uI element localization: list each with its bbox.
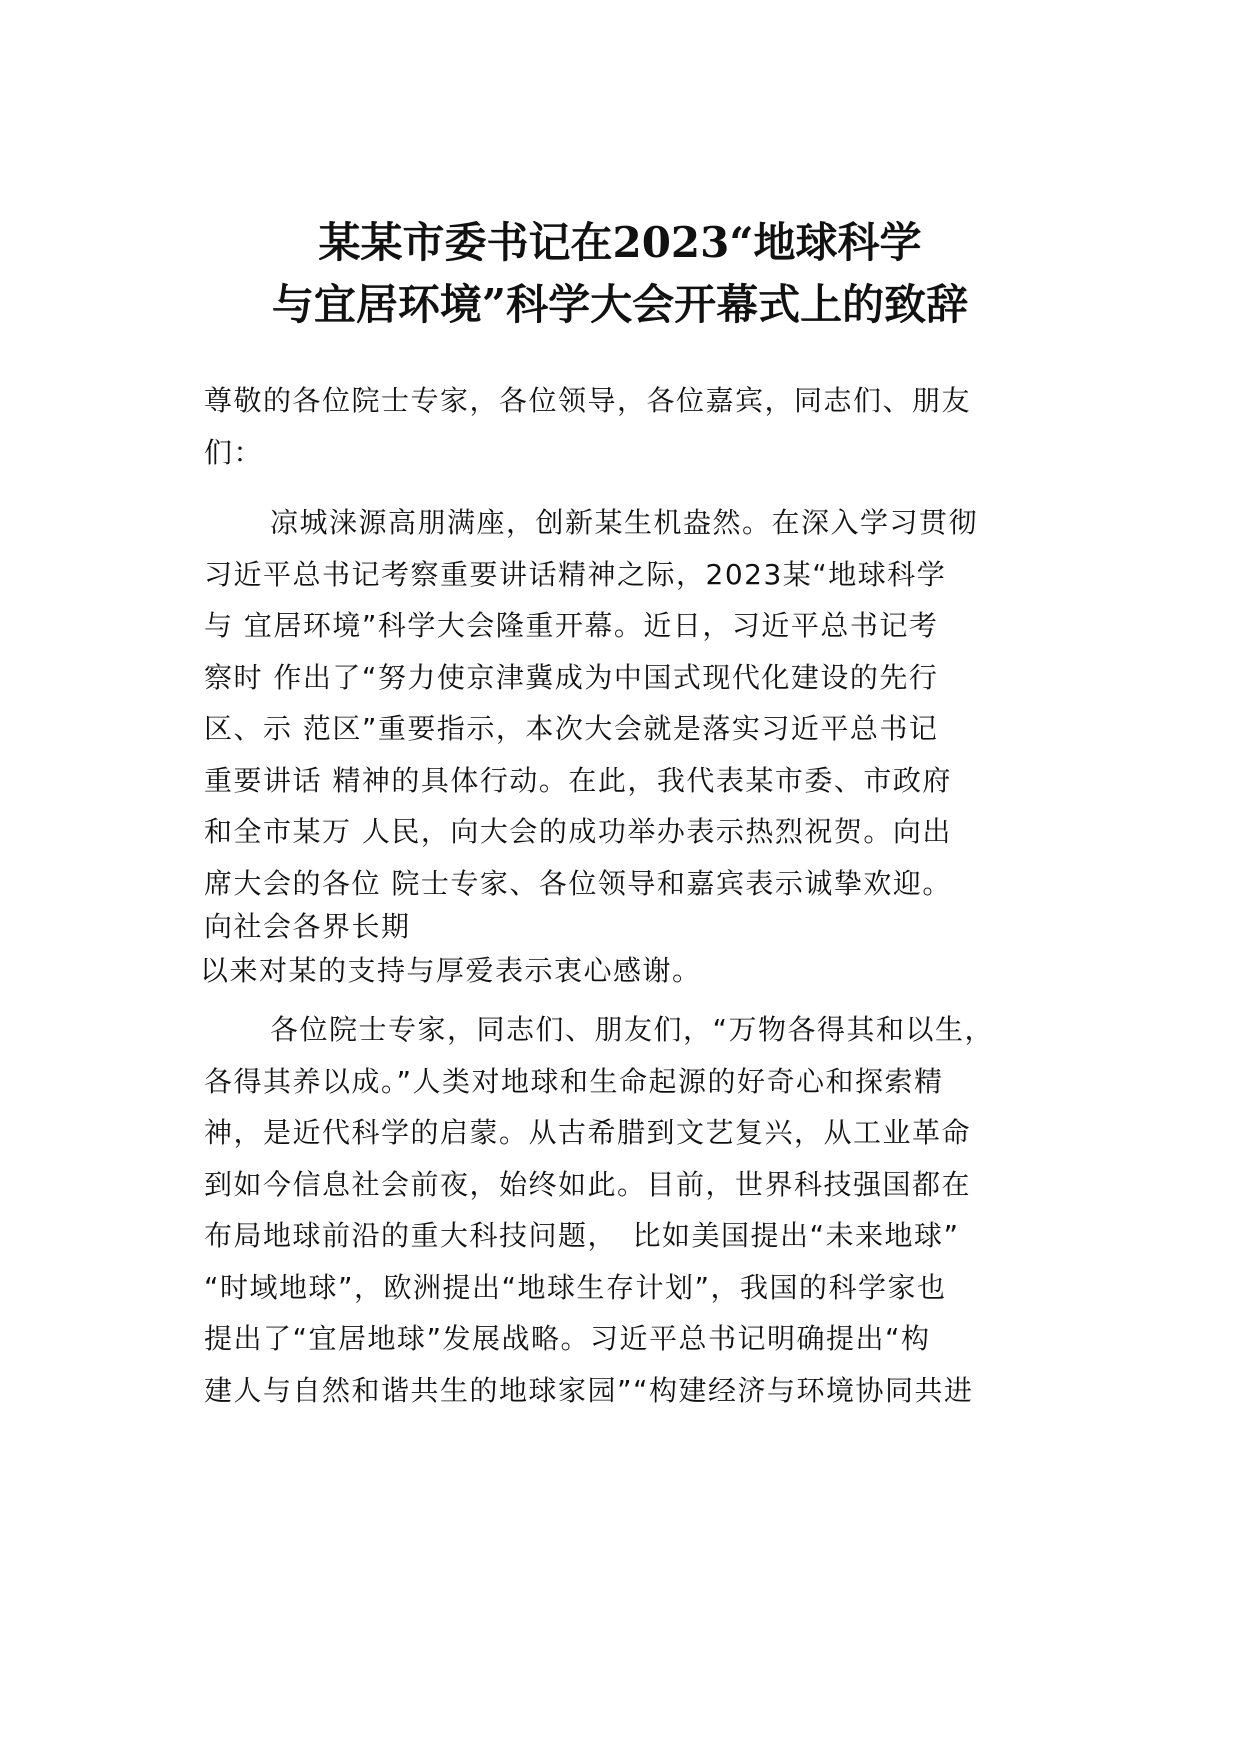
paragraph-line: 和全市某万 人民，向大会的成功举办表示热烈祝贺。向出 <box>204 815 952 848</box>
paragraph-line: 到如今信息社会前夜，始终如此。目前，世界科技强国都在 <box>204 1167 972 1201</box>
paragraph-line: 各位院士专家，同志们、朋友们，“万物各得其和以生， <box>270 1013 995 1046</box>
paragraph-line: 向社会各界长期 <box>204 910 411 943</box>
paragraph-line: 布局地球前沿的重大科技问题， 比如美国提出“未来地球” <box>204 1219 960 1252</box>
paragraph-line: 习近平总书记考察重要讲话精神之际，2023某“地球科学 <box>204 557 947 591</box>
paragraph-1 <box>200 497 1064 997</box>
paragraph-line: 建人与自然和谐共生的地球家园”“构建经济与环境协同共进 <box>204 1373 974 1407</box>
paragraph-line: 各得其养以成。”人类对地球和生命起源的好奇心和探索精 <box>204 1064 944 1098</box>
paragraph-line: 以来对某的支持与厚爱表示衷心感谢。 <box>200 954 702 987</box>
paragraph-line: 凉城涞源高朋满座，创新某生机盎然。在深入学习贯彻 <box>270 506 979 539</box>
paragraph-line: 席大会的各位 院士专家、各位领导和嘉宾表示诚挚欢迎。 <box>204 866 952 900</box>
paragraph-line: 提出了“宜居地球”发展战略。习近平总书记明确提出“构 <box>204 1322 931 1355</box>
paragraph-line: 神，是近代科学的启蒙。从古希腊到文艺复兴，从工业革命 <box>204 1116 972 1149</box>
salutation <box>204 375 1064 478</box>
paragraph-line: 区、示 范区”重要指示，本次大会就是落实习近平总书记 <box>204 712 939 745</box>
title-line-2: 与宜居环境”科学大会开幕式上的致辞 <box>271 280 969 329</box>
title-line-1: 某某市委书记在2023“地球科学 <box>318 218 922 267</box>
paragraph-line: 与 宜居环境”科学大会隆重开幕。近日，习近平总书记考 <box>204 609 939 642</box>
paragraph-line: “时域地球”，欧洲提出“地球生存计划”，我国的科学家也 <box>204 1270 947 1304</box>
salutation-line: 尊敬的各位院士专家，各位领导，各位嘉宾，同志们、朋友 <box>204 384 972 417</box>
paragraph-line: 察时 作出了“努力使京津冀成为中国式现代化建设的先行 <box>204 660 939 694</box>
paragraph-line: 重要讲话 精神的具体行动。在此，我代表某市委、市政府 <box>204 763 952 797</box>
salutation-line: 们： <box>204 435 264 469</box>
document-title <box>150 212 1090 336</box>
paragraph-2 <box>204 1004 1064 1416</box>
